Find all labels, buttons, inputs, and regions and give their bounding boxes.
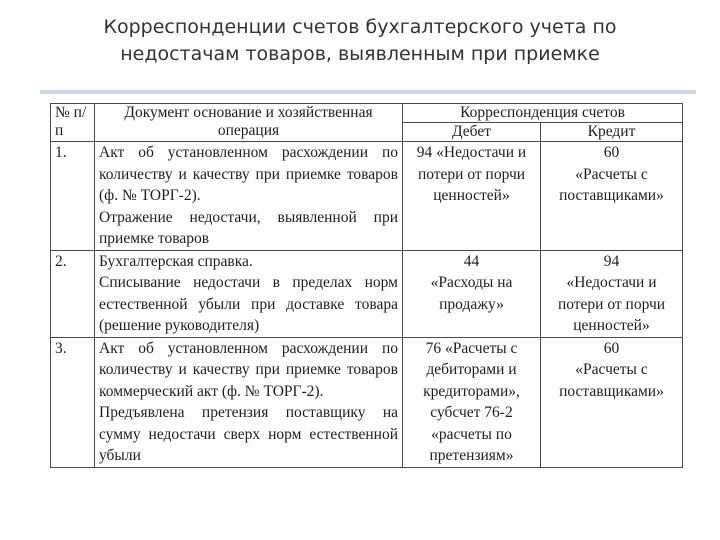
row-debit: 76 «Расчеты с дебиторами и кредиторами», субсчет 76-2 «расчеты по претензиям» xyxy=(403,337,541,467)
credit-code: 94 xyxy=(603,252,620,270)
title-line-2: недостачам товаров, выявленным при приемке xyxy=(120,43,600,65)
debit-name: «Расходы на продажу» xyxy=(430,274,513,313)
row-document: Бухгалтерская справка. xyxy=(99,252,253,270)
row-operation: Предъявлена претензия поставщику на сумму недостачи сверх норм естественной убыли xyxy=(99,404,398,464)
row-number: 3. xyxy=(51,337,95,467)
row-debit: 94 «Недостачи и потери от порчи ценностей» xyxy=(403,142,541,251)
row-number: 2. xyxy=(51,250,95,337)
correspondence-table xyxy=(50,103,683,468)
row-credit xyxy=(541,250,683,337)
row-debit xyxy=(403,250,541,337)
row-document: Акт об установленном расхождении по количеству и качеству при приемке товаров (ф. № ТОРГ-2). xyxy=(99,144,398,204)
header-number: № п/п xyxy=(51,104,95,142)
row-operation: Отражение недостачи, выявленной при приемке товаров xyxy=(99,208,398,247)
row-operation: Списывание недостачи в пределах норм естественной убыли при доставке товара (решение руководителя) xyxy=(99,274,398,334)
row-document-operation xyxy=(95,142,403,251)
table-row xyxy=(51,250,683,337)
credit-name: «Недостачи и потери от порчи ценностей» xyxy=(557,274,666,334)
credit-code: 60 xyxy=(603,339,620,357)
header-correspondence: Корреспонденция счетов xyxy=(403,104,683,123)
row-document-operation xyxy=(95,337,403,467)
credit-name: «Расчеты с поставщиками» xyxy=(559,165,664,204)
credit-name: «Расчеты с поставщиками» xyxy=(559,361,664,400)
header-debit: Дебет xyxy=(403,123,541,142)
row-document-operation xyxy=(95,250,403,337)
row-credit xyxy=(541,337,683,467)
debit-code: 44 xyxy=(463,252,480,270)
row-number: 1. xyxy=(51,142,95,251)
slide-title xyxy=(40,14,680,68)
title-divider xyxy=(40,90,696,94)
row-document: Акт об установленном расхождении по количеству и качеству при приемке товаров коммерческий акт (ф. № ТОРГ-2). xyxy=(99,339,398,400)
header-credit: Кредит xyxy=(541,123,683,142)
table-row xyxy=(51,337,683,467)
table-row xyxy=(51,142,683,251)
row-credit xyxy=(541,142,683,251)
table-header-row xyxy=(51,104,683,123)
credit-code: 60 xyxy=(603,144,620,161)
header-document: Документ основание и хозяйственная операция xyxy=(95,104,403,142)
title-line-1: Корреспонденции счетов бухгалтерского учета по xyxy=(103,16,617,38)
